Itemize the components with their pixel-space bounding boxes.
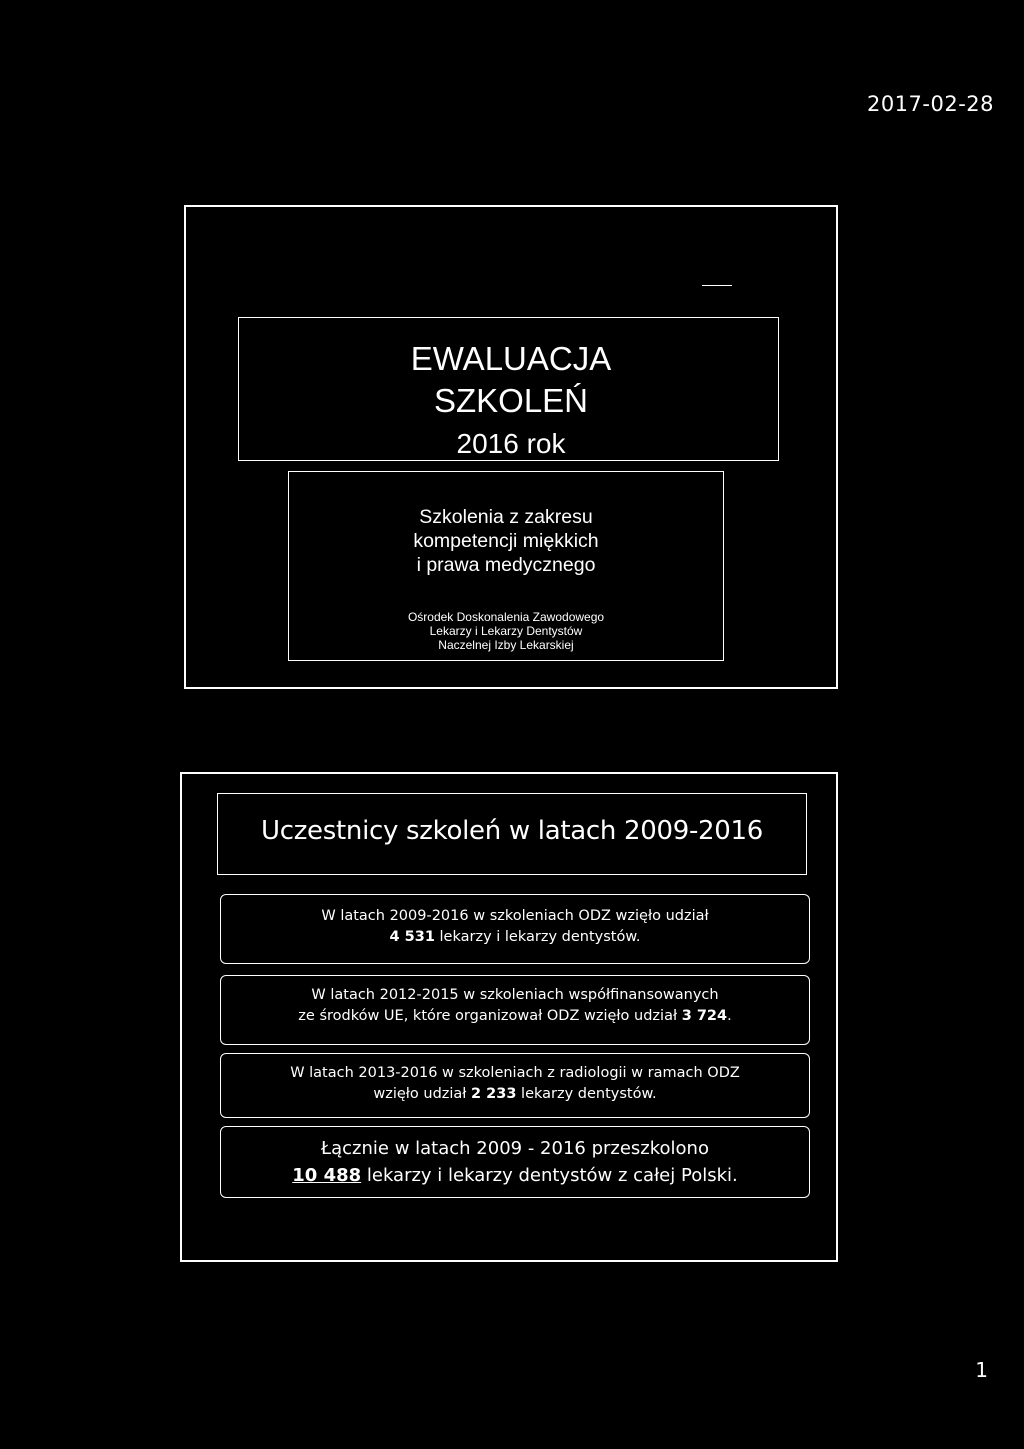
title-year: 2016 rok — [456, 428, 566, 459]
info-2-line-1: W latach 2012-2015 w szkoleniach współfinansowanych — [311, 987, 719, 1003]
info-4-line-1: Łącznie w latach 2009 - 2016 przeszkolono — [321, 1138, 709, 1159]
page-date: 2017-02-28 — [866, 92, 994, 116]
subtitle-line-3: i prawa medycznego — [416, 554, 596, 576]
info-2-line-2 — [220, 1006, 810, 1027]
info-3-line-1: W latach 2013-2016 w szkoleniach z radiologii w ramach ODZ — [290, 1065, 740, 1081]
subtitle — [288, 505, 724, 577]
info-3-line-2 — [220, 1084, 810, 1105]
info-3-number: 2 233 — [471, 1086, 517, 1102]
slide-title-heading — [186, 338, 836, 422]
org-line-2: Lekarzy i Lekarzy Dentystów — [429, 624, 583, 638]
subtitle-line-2: kompetencji miękkich — [413, 530, 599, 552]
info-text-4 — [220, 1135, 810, 1189]
slide-divider — [702, 285, 732, 286]
info-2-end: . — [727, 1008, 732, 1024]
info-1-line-2 — [220, 927, 810, 948]
info-1-rest: lekarzy i lekarzy dentystów. — [434, 929, 641, 945]
info-2-start: ze środków UE, które organizował ODZ wzięło udział — [298, 1008, 682, 1024]
info-4-end: lekarzy i lekarzy dentystów z całej Polski. — [361, 1165, 738, 1186]
info-3-start: wzięło udział — [373, 1086, 472, 1102]
info-3-end: lekarzy dentystów. — [516, 1086, 657, 1102]
slide-heading: Uczestnicy szkoleń w latach 2009-2016 — [260, 816, 764, 846]
page-number: 1 — [975, 1358, 988, 1382]
info-text-2 — [220, 985, 810, 1027]
org-line-1: Ośrodek Doskonalenia Zawodowego — [407, 610, 605, 624]
info-1-number: 4 531 — [389, 929, 435, 945]
org-line-3: Naczelnej Izby Lekarskiej — [438, 638, 574, 652]
info-text-1 — [220, 906, 810, 948]
info-4-number: 10 488 — [292, 1165, 362, 1186]
info-2-number: 3 724 — [681, 1008, 728, 1024]
title-line-1: EWALUACJA — [410, 340, 612, 377]
info-1-line-1: W latach 2009-2016 w szkoleniach ODZ wzięło udział — [321, 908, 709, 924]
slide-participants — [180, 772, 838, 1262]
info-4-line-2 — [220, 1162, 810, 1189]
title-line-2: SZKOLEŃ — [433, 382, 589, 419]
info-text-3 — [220, 1063, 810, 1105]
subtitle-line-1: Szkolenia z zakresu — [419, 506, 593, 528]
organization-name — [288, 610, 724, 652]
slide-title — [184, 205, 838, 689]
